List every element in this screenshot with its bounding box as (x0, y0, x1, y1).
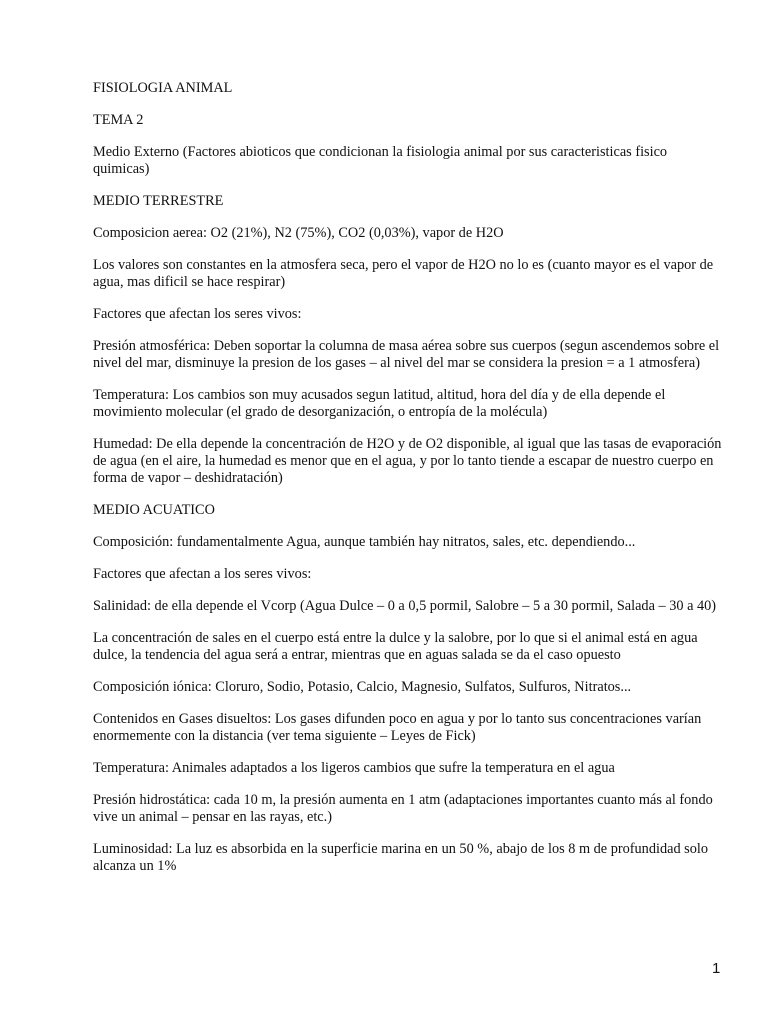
paragraph-presion-atmosferica: Presión atmosférica: Deben soportar la columna de masa aérea sobre sus cuerpos (segun ascendemos sobre el nivel del mar, disminuye la presion de los gases – al nivel del mar se considera la presion = a 1 atmosfera) (93, 338, 720, 371)
paragraph-composicion-acuatica: Composición: fundamentalmente Agua, aunque también hay nitratos, sales, etc. dependiendo... (93, 534, 636, 550)
paragraph-humedad: Humedad: De ella depende la concentración de H2O y de O2 disponible, al igual que las tasas de evaporación de agua (en el aire, la humedad es menor que en el agua, y por lo tanto tiende a escapar de nuestro cuerpo en forma de vapor – deshidratación) (93, 436, 722, 486)
paragraph-temperatura-acuatica: Temperatura: Animales adaptados a los ligeros cambios que sufre la temperatura en el agua (93, 760, 615, 776)
paragraph-gases-disueltos: Contenidos en Gases disueltos: Los gases difunden poco en agua y por lo tanto sus concentraciones varían enormemente con la distancia (ver tema siguiente – Leyes de Fick) (93, 711, 702, 744)
section-heading-medio-terrestre: MEDIO TERRESTRE (93, 193, 224, 209)
paragraph-presion-hidrostatica: Presión hidrostática: cada 10 m, la presión aumenta en 1 atm (adaptaciones importantes cuanto más al fondo vive un animal – pensar en las rayas, etc.) (93, 792, 713, 825)
section-heading-medio-acuatico: MEDIO ACUATICO (93, 502, 215, 518)
paragraph-medio-externo: Medio Externo (Factores abioticos que condicionan la fisiologia animal por sus caracteristicas fisico quimicas) (93, 144, 668, 177)
document-body (93, 80, 723, 890)
paragraph-factores-terrestre: Factores que afectan los seres vivos: (93, 306, 302, 322)
page-number: 1 (712, 960, 721, 977)
paragraph-factores-acuatico: Factores que afectan a los seres vivos: (93, 566, 312, 582)
topic-heading: TEMA 2 (93, 112, 144, 128)
document-title: FISIOLOGIA ANIMAL (93, 80, 233, 96)
paragraph-valores-constantes: Los valores son constantes en la atmosfera seca, pero el vapor de H2O no lo es (cuanto mayor es el vapor de agua, mas dificil se hace respirar) (93, 257, 714, 290)
paragraph-salinidad: Salinidad: de ella depende el Vcorp (Agua Dulce – 0 a 0,5 pormil, Salobre – 5 a 30 pormil, Salada – 30 a 40) (93, 598, 717, 614)
paragraph-luminosidad: Luminosidad: La luz es absorbida en la superficie marina en un 50 %, abajo de los 8 m de profundidad solo alcanza un 1% (93, 841, 708, 874)
paragraph-concentracion-sales: La concentración de sales en el cuerpo está entre la dulce y la salobre, por lo que si el animal está en agua dulce, la tendencia del agua será a entrar, mientras que en aguas salada se da el caso opuesto (93, 630, 698, 663)
paragraph-composicion-ionica: Composición iónica: Cloruro, Sodio, Potasio, Calcio, Magnesio, Sulfatos, Sulfuros, Nitratos... (93, 679, 632, 695)
paragraph-composicion-aerea: Composicion aerea: O2 (21%), N2 (75%), CO2 (0,03%), vapor de H2O (93, 225, 504, 241)
paragraph-temperatura-terrestre: Temperatura: Los cambios son muy acusados segun latitud, altitud, hora del día y de ella depende el movimiento molecular (el grado de desorganización, o entropía de la molécula) (93, 387, 666, 420)
